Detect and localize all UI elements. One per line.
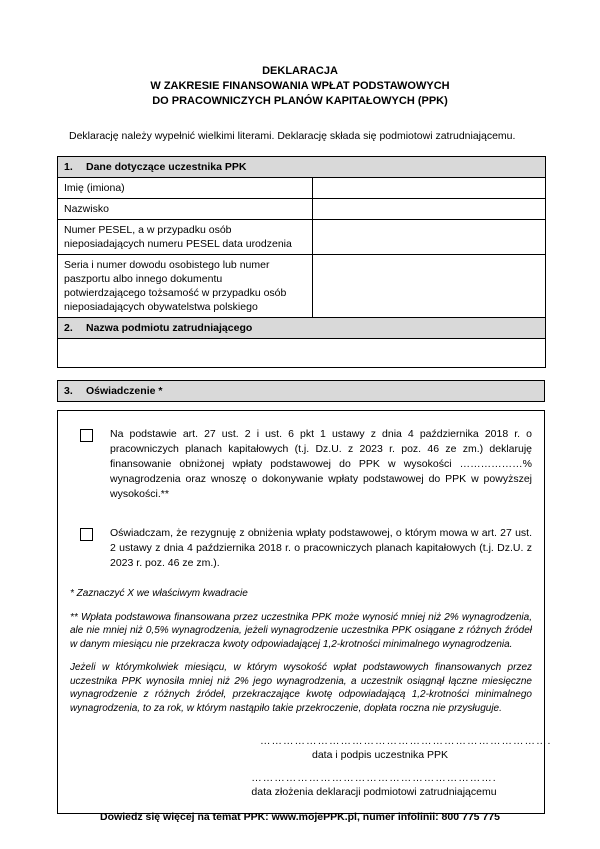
field-label-id-document: Seria i numer dowodu osobistego lub numer paszportu albo innego dokumentu potwierdzającego tożsamość w przypadku osób nieposiadających obywatelstwa polskiego <box>58 255 313 318</box>
section-1-header <box>58 157 546 178</box>
statement-resignation <box>110 526 532 571</box>
section-1-header-row <box>58 157 546 178</box>
last-name-input[interactable] <box>313 199 546 220</box>
section-3-title: Oświadczenie * <box>86 385 163 397</box>
footnote-double-star: ** Wpłata podstawowa finansowana przez uczestnika PPK może wynosić mniej niż 2% wynagrodzenia, ale nie mniej niż 0,5% wynagrodzenia, jeżeli wynagrodzenie uczestnika PPK osiągane z różnych źródeł w danym miesiącu nie przekracza kwoty odpowiadającej 1,2-krotności minimalnego wynagrodzenia. <box>70 611 532 650</box>
table-row <box>58 220 546 255</box>
statement-1-text: Na podstawie art. 27 ust. 2 i ust. 6 pkt 1 ustawy z dnia 4 października 2018 r. o pracowniczych planach kapitałowych (t.j. Dz.U. z 2023 r. poz. 46 ze zm.) deklaruję finansowanie obniżonej wpłaty podstawowej do PPK w wysokości ………………% wynagrodzenia oraz wnoszę o dokonywanie wpłaty podstawowej do PPK w powyższej wysokości.** <box>110 428 532 500</box>
signature-label-employer: data złożenia deklaracji podmiotowi zatrudniającemu <box>251 786 497 798</box>
declaration-box <box>57 410 552 814</box>
statement-2-checkbox[interactable] <box>80 528 93 541</box>
form-title <box>0 0 600 109</box>
section-3-header <box>57 380 545 402</box>
section-2-title: Nazwa podmiotu zatrudniającego <box>86 322 253 334</box>
section-2-number: 2. <box>64 322 73 334</box>
footnote-supplement: Jeżeli w którymkolwiek miesiącu, w którym wysokość wpłat podstawowych finansowanych przez uczestnika PPK wynosiła mniej niż 2% jego wynagrodzenia, a uczestnik osiągnął łączne miesięczne wynagrodzenie z różnych źródeł, przekraczające kwotę odpowiadającą 1,2-krotności minimalnego wynagrodzenia, to za rok, w którym nastąpiło takie przekroczenie, dopłata roczna nie przysługuje. <box>70 662 532 714</box>
footer-info: Dowiedz się więcej na temat PPK: www.mojePPK.pl, numer infolinii: 800 775 775 <box>100 811 500 823</box>
field-label-pesel: Numer PESEL, a w przypadku osób nieposiadających numeru PESEL data urodzenia <box>58 220 313 255</box>
table-row <box>58 178 546 199</box>
participant-data-table <box>57 156 546 368</box>
table-row <box>58 255 546 318</box>
intro-instruction: Deklarację należy wypełnić wielkimi literami. Deklarację składa się podmiotowi zatrudniającemu. <box>69 130 516 142</box>
table-row <box>58 199 546 220</box>
signature-employer-block <box>224 772 524 799</box>
signature-label-participant: data i podpis uczestnika PPK <box>312 749 448 761</box>
section-2-header-row <box>58 318 546 339</box>
statement-2-text: Oświadczam, że rezygnuję z obniżenia wpłaty podstawowej, o którym mowa w art. 27 ust. 2 ustawy z dnia 4 października 2018 r. o pracowniczych planach kapitałowych (t.j. Dz.U. z 2023 r. poz. 46 ze zm.). <box>110 527 532 569</box>
id-document-input[interactable] <box>313 255 546 318</box>
statement-1-checkbox[interactable] <box>80 429 93 442</box>
signature-participant-block <box>260 735 552 762</box>
section-2-header <box>58 318 546 339</box>
section-3-number: 3. <box>64 385 73 397</box>
signature-line-employer[interactable]: ………………………………………………………. <box>251 772 497 784</box>
table-row <box>58 339 546 368</box>
pesel-input[interactable] <box>313 220 546 255</box>
first-name-input[interactable] <box>313 178 546 199</box>
field-label-last-name: Nazwisko <box>58 199 313 220</box>
statement-reduced-contribution <box>110 427 532 502</box>
title-line-1: DEKLARACJA <box>262 65 338 77</box>
section-1-number: 1. <box>64 161 73 173</box>
section-1-title: Dane dotyczące uczestnika PPK <box>86 161 247 173</box>
employer-name-input[interactable] <box>58 339 546 368</box>
signature-line-participant[interactable]: …………………………………………………………………. <box>260 735 552 747</box>
field-label-first-name: Imię (imiona) <box>58 178 313 199</box>
footnote-star: * Zaznaczyć X we właściwym kwadracie <box>70 588 248 599</box>
title-line-2: W ZAKRESIE FINANSOWANIA WPŁAT PODSTAWOWYCH <box>150 80 450 92</box>
title-line-3: DO PRACOWNICZYCH PLANÓW KAPITAŁOWYCH (PPK) <box>152 95 448 107</box>
